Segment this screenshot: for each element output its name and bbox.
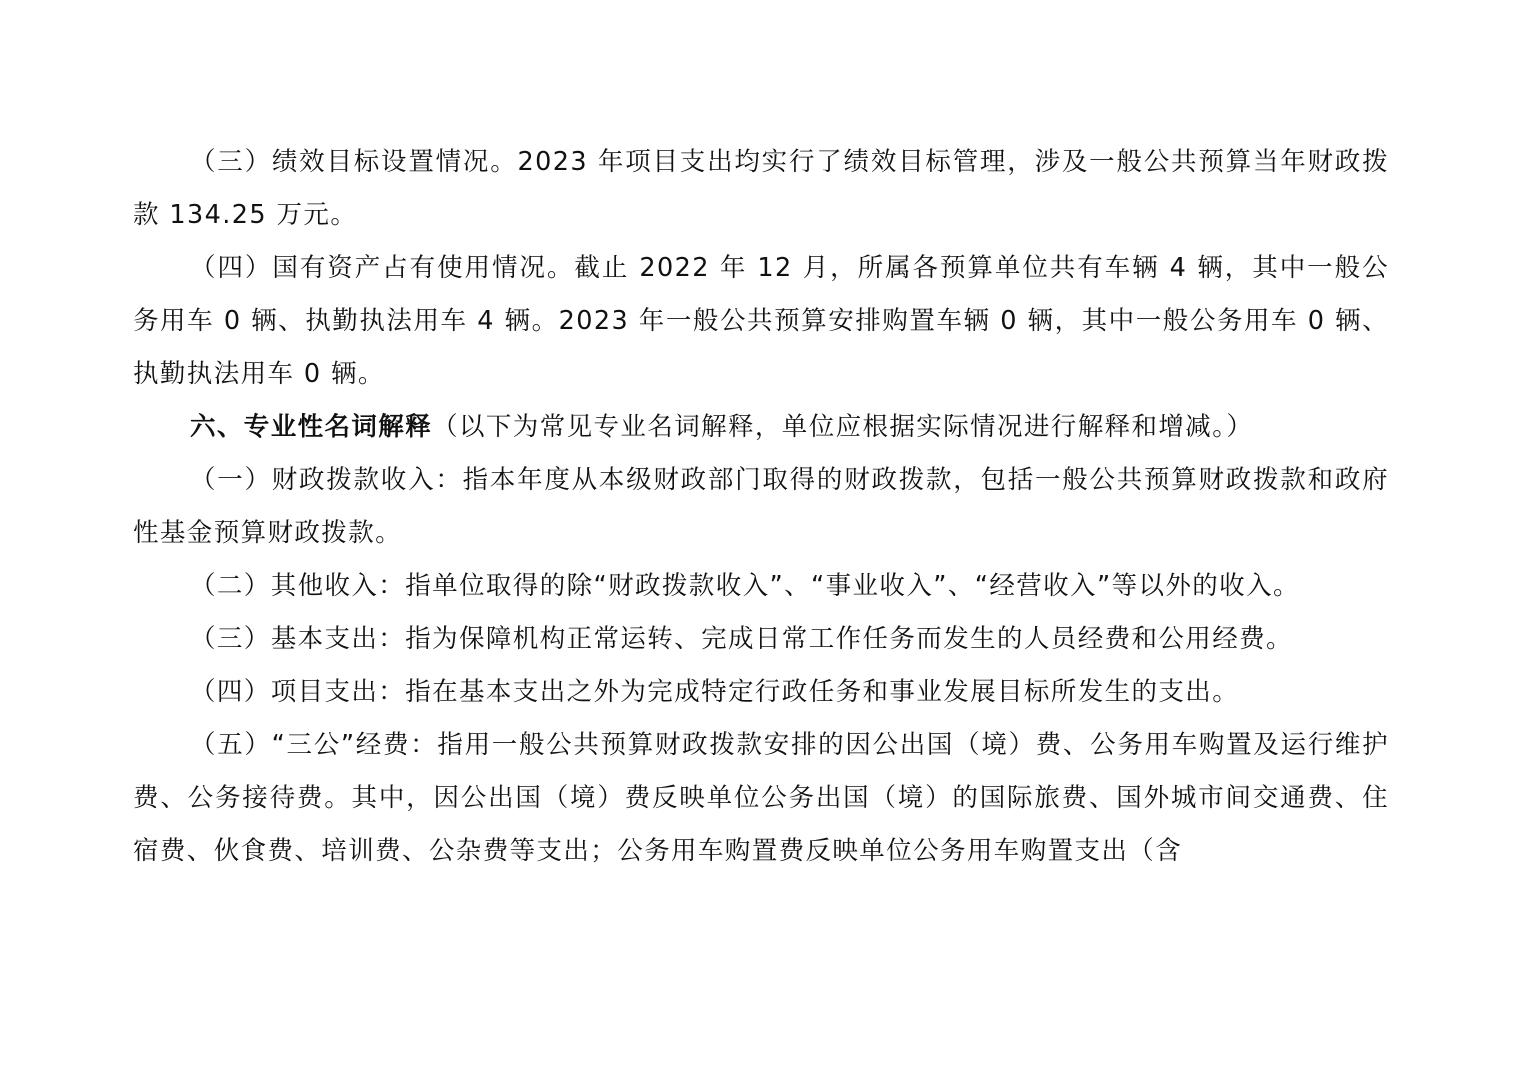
paragraph-basic-expenditure: （三）基本支出：指为保障机构正常运转、完成日常工作任务而发生的人员经费和公用经费。 xyxy=(190,624,1293,654)
paragraph-performance-targets: （三）绩效目标设置情况。2023 年项目支出均实行了绩效目标管理，涉及一般公共预算当年财政拨款 134.25 万元。 xyxy=(133,147,1389,230)
section-six-note: （以下为常见专业名词解释，单位应根据实际情况进行解释和增减。） xyxy=(432,412,1254,442)
paragraph-state-assets: （四）国有资产占有使用情况。截止 2022 年 12 月，所属各预算单位共有车辆 4 辆，其中一般公务用车 0 辆、执勤执法用车 4 辆。2023 年一般公共预算安排购置车辆 0 辆，其中一般公务用车 0 辆、执勤执法用车 0 辆。 xyxy=(133,253,1389,389)
section-six-heading xyxy=(133,401,1389,454)
paragraph-three-public-expenses: （五）“三公”经费：指用一般公共预算财政拨款安排的因公出国（境）费、公务用车购置及运行维护费、公务接待费。其中，因公出国（境）费反映单位公务出国（境）的国际旅费、国外城市间交通费、住宿费、伙食费、培训费、公杂费等支出；公务用车购置费反映单位公务用车购置支出（含 xyxy=(133,730,1389,866)
paragraph-other-income: （二）其他收入：指单位取得的除“财政拨款收入”、“事业收入”、“经营收入”等以外的收入。 xyxy=(190,571,1300,601)
document-page xyxy=(133,136,1389,878)
paragraph-fiscal-appropriation-income: （一）财政拨款收入：指本年度从本级财政部门取得的财政拨款，包括一般公共预算财政拨款和政府性基金预算财政拨款。 xyxy=(133,465,1389,548)
paragraph-project-expenditure: （四）项目支出：指在基本支出之外为完成特定行政任务和事业发展目标所发生的支出。 xyxy=(190,677,1240,707)
section-six-title: 六、专业性名词解释 xyxy=(190,412,433,442)
